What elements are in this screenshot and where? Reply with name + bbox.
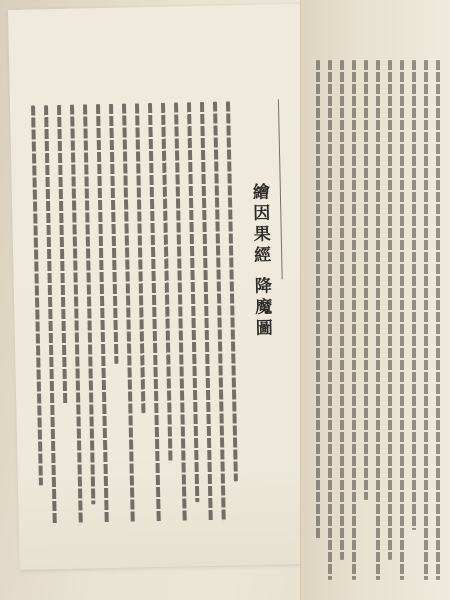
body-text-column [96,104,109,524]
body-text-column [109,104,118,364]
body-text-column [187,102,199,502]
body-text-column [412,60,416,530]
body-text-column [148,103,161,523]
body-text-column [31,105,43,485]
body-text-column [364,60,368,500]
body-text-column [424,60,428,580]
right-page [300,0,450,600]
body-text-column [328,60,332,580]
body-text-column [376,60,380,580]
body-text-column [340,60,344,560]
body-text-column [135,103,145,413]
body-text-column [226,101,238,481]
header-rule [278,99,283,279]
body-text-column [213,102,226,522]
body-text-column [161,103,173,463]
body-text-column [174,102,187,522]
body-text-column [44,105,57,525]
body-text-column [400,60,404,580]
left-page [8,4,320,570]
body-text-column [83,104,95,504]
body-text-column [388,60,392,560]
body-text-column [316,60,320,540]
body-text-column [352,60,356,580]
body-text-column [436,60,440,580]
body-text-column [57,105,67,405]
body-text-column [122,104,135,524]
body-text-column [200,102,213,522]
article-title: 繪因果經 降魔圖 [248,182,272,340]
body-text-column [70,105,83,525]
